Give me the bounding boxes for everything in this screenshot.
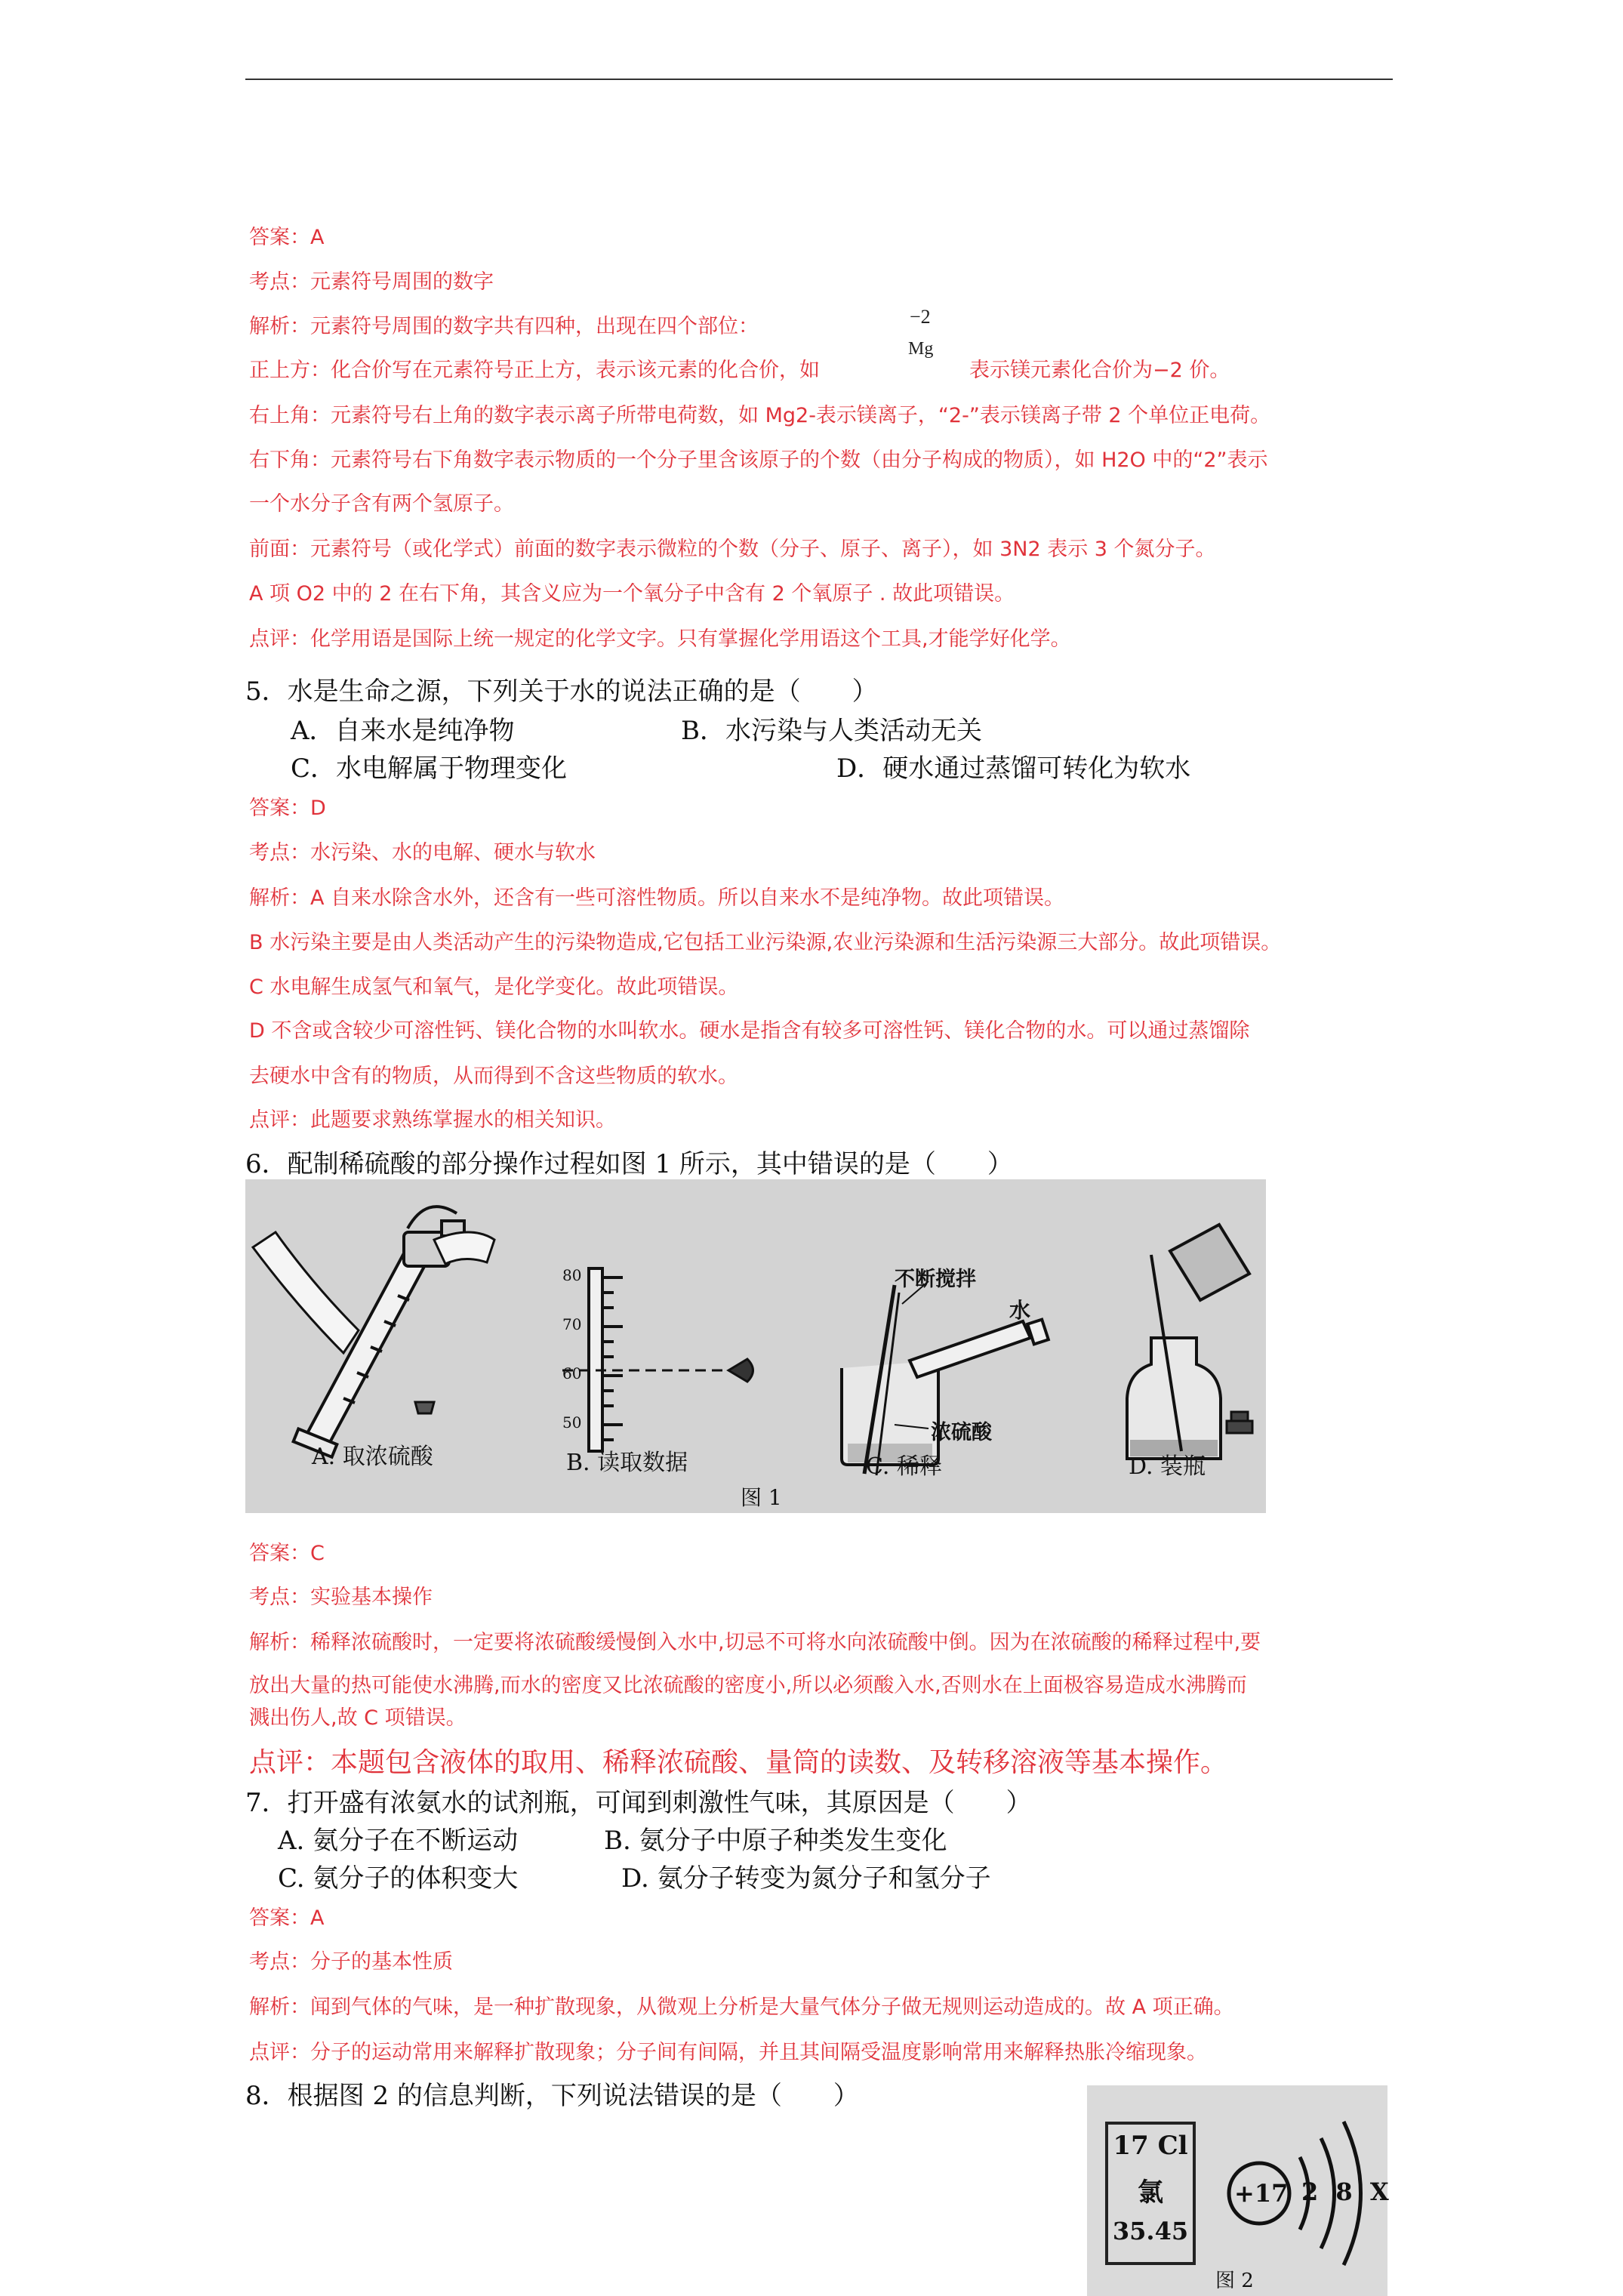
figure-1: [245, 1179, 1266, 1513]
element-number-symbol: 17 Cl: [1113, 2131, 1188, 2161]
q7-option-a: A. 氨分子在不断运动: [278, 1826, 519, 1856]
pouring-beaker-d: [1170, 1225, 1249, 1300]
q7-option-c: C. 氨分子的体积变大: [278, 1863, 519, 1894]
q6-answer: 答案：C: [249, 1542, 325, 1565]
electron-counts: 2 8 X: [1301, 2177, 1394, 2206]
q4-answer: 答案：A: [249, 226, 325, 249]
q7-answer: 答案：A: [249, 1906, 325, 1930]
q7-point: 考点：分子的基本性质: [249, 1950, 453, 1974]
q4-lower-right-2: 一个水分子含有两个氢原子。: [249, 492, 514, 516]
nucleus-charge: +17: [1234, 2179, 1289, 2208]
q5-analysis-3: C 水电解生成氢气和氧气，是化学变化。故此项错误。: [249, 975, 739, 999]
q4-upper-right: 右上角：元素符号右上角的数字表示离子所带电荷数，如 Mg2-表示镁离子，“2-”表示镁离子带 2 个单位正电荷。: [249, 404, 1271, 427]
q4-comment: 点评：化学用语是国际上统一规定的化学文字。只有掌握化学用语这个工具,才能学好化学。: [249, 627, 1071, 651]
graduated-cylinder-b: [589, 1268, 623, 1451]
q5-comment: 点评：此题要求熟练掌握水的相关知识。: [249, 1108, 616, 1132]
q7-comment: 点评：分子的运动常用来解释扩散现象；分子间有间隔，并且其间隔受温度影响常用来解释热胀冷缩现象。: [249, 2041, 1207, 2064]
stopper-d: [1227, 1412, 1252, 1433]
q5-stem: 5．水是生命之源，下列关于水的说法正确的是（ ）: [245, 676, 878, 707]
q4-item-a: A 项 O2 中的 2 在右下角，其含义应为一个氧分子中含有 2 个氧原子 . 故此项错误。: [249, 582, 1015, 606]
q6-point: 考点：实验基本操作: [249, 1586, 433, 1609]
eye-icon: [728, 1359, 753, 1382]
tick-60: 60: [562, 1364, 582, 1382]
figure-2-caption: 图 2: [1215, 2270, 1254, 2292]
graduated-cylinder-a: [294, 1242, 433, 1457]
q6-analysis-1: 解析：稀释浓硫酸时，一定要将浓硫酸缓慢倒入水中,切忌不可将水向浓硫酸中倒。因为在浓硫酸的稀释过程中,要: [249, 1631, 1261, 1654]
figure-1-label-c: C. 稀释: [866, 1453, 942, 1480]
charge-element: Mg: [908, 339, 934, 359]
q5-option-c: C．水电解属于物理变化: [291, 754, 568, 784]
element-mass: 35.45: [1112, 2217, 1189, 2245]
tick-50: 50: [562, 1413, 582, 1432]
tick-80: 80: [562, 1266, 582, 1284]
q4-point: 考点：元素符号周围的数字: [249, 270, 494, 294]
q6-analysis-3: 溅出伤人,故 C 项错误。: [249, 1706, 467, 1730]
pouring-cylinder-c: [910, 1320, 1049, 1377]
q6-comment: 点评：本题包含液体的取用、稀释浓硫酸、量筒的读数、及转移溶液等基本操作。: [249, 1747, 1228, 1778]
figure-1-label-d: D. 装瓶: [1129, 1453, 1206, 1480]
q5-option-a: A．自来水是纯净物: [291, 716, 515, 746]
q5-option-d: D．硬水通过蒸馏可转化为软水: [836, 754, 1191, 784]
q6-analysis-2: 放出大量的热可能使水沸腾,而水的密度又比浓硫酸的密度小,所以必须酸入水,否则水在上面极容易造成水沸腾而: [249, 1674, 1247, 1697]
figure-1-caption: 图 1: [741, 1485, 782, 1510]
charge-number: −2: [910, 306, 931, 328]
q5-answer: 答案：D: [249, 797, 326, 820]
q4-front: 前面：元素符号（或化学式）前面的数字表示微粒的个数（分子、原子、离子），如 3N2 表示 3 个氮分子。: [249, 538, 1216, 561]
figure-2: [1087, 2085, 1394, 2296]
q4-analysis: 解析：元素符号周围的数字共有四种，出现在四个部位：: [249, 315, 759, 338]
q5-analysis-2: B 水污染主要是由人类活动产生的污染物造成,它包括工业污染源,农业污染源和生活污染源三大部分。故此项错误。: [249, 931, 1282, 954]
q7-option-d: D. 氨分子转变为氮分子和氢分子: [621, 1863, 991, 1894]
q5-analysis-4: D 不含或含较少可溶性钙、镁化合物的水叫软水。硬水是指含有较多可溶性钙、镁化合物的水。可以通过蒸馏除: [249, 1019, 1250, 1043]
q7-analysis: 解析：闻到气体的气味，是一种扩散现象，从微观上分析是大量气体分子做无规则运动造成的。故 A 项正确。: [249, 1996, 1234, 2019]
water-label: 水: [1009, 1298, 1031, 1323]
figure-1-label-a: A. 取浓硫酸: [312, 1444, 433, 1470]
q8-stem: 8．根据图 2 的信息判断，下列说法错误的是（ ）: [245, 2081, 859, 2111]
q7-stem: 7．打开盛有浓氨水的试剂瓶，可闻到刺激性气味，其原因是（ ）: [245, 1788, 1032, 1818]
acid-label: 浓硫酸: [931, 1421, 992, 1444]
figure-1-label-b: B. 读取数据: [566, 1450, 688, 1476]
stir-label: 不断搅拌: [895, 1268, 976, 1291]
q6-stem: 6．配制稀硫酸的部分操作过程如图 1 所示，其中错误的是（ ）: [245, 1149, 1013, 1179]
q5-analysis-5: 去硬水中含有的物质，从而得到不含这些物质的软水。: [249, 1065, 738, 1088]
q4-top: 正上方：化合价写在元素符号正上方，表示该元素的化合价，如: [249, 359, 820, 382]
q5-point: 考点：水污染、水的电解、硬水与软水: [249, 841, 596, 864]
q5-option-b: B．水污染与人类活动无关: [681, 716, 982, 746]
q4-lower-right-1: 右下角：元素符号右下角数字表示物质的一个分子里含该原子的个数（由分子构成的物质），如 H2O 中的“2”表示: [249, 448, 1268, 472]
stopper-a: [415, 1402, 434, 1413]
q5-analysis-1: 解析：A 自来水除含水外，还含有一些可溶性物质。所以自来水不是纯净物。故此项错误。: [249, 886, 1065, 910]
element-name: 氯: [1138, 2177, 1163, 2208]
header-rule: [245, 79, 1393, 80]
q4-top-tail: 表示镁元素化合价为−2 价。: [969, 359, 1230, 382]
q7-option-b: B. 氨分子中原子种类发生变化: [604, 1826, 947, 1856]
tick-70: 70: [562, 1315, 582, 1333]
